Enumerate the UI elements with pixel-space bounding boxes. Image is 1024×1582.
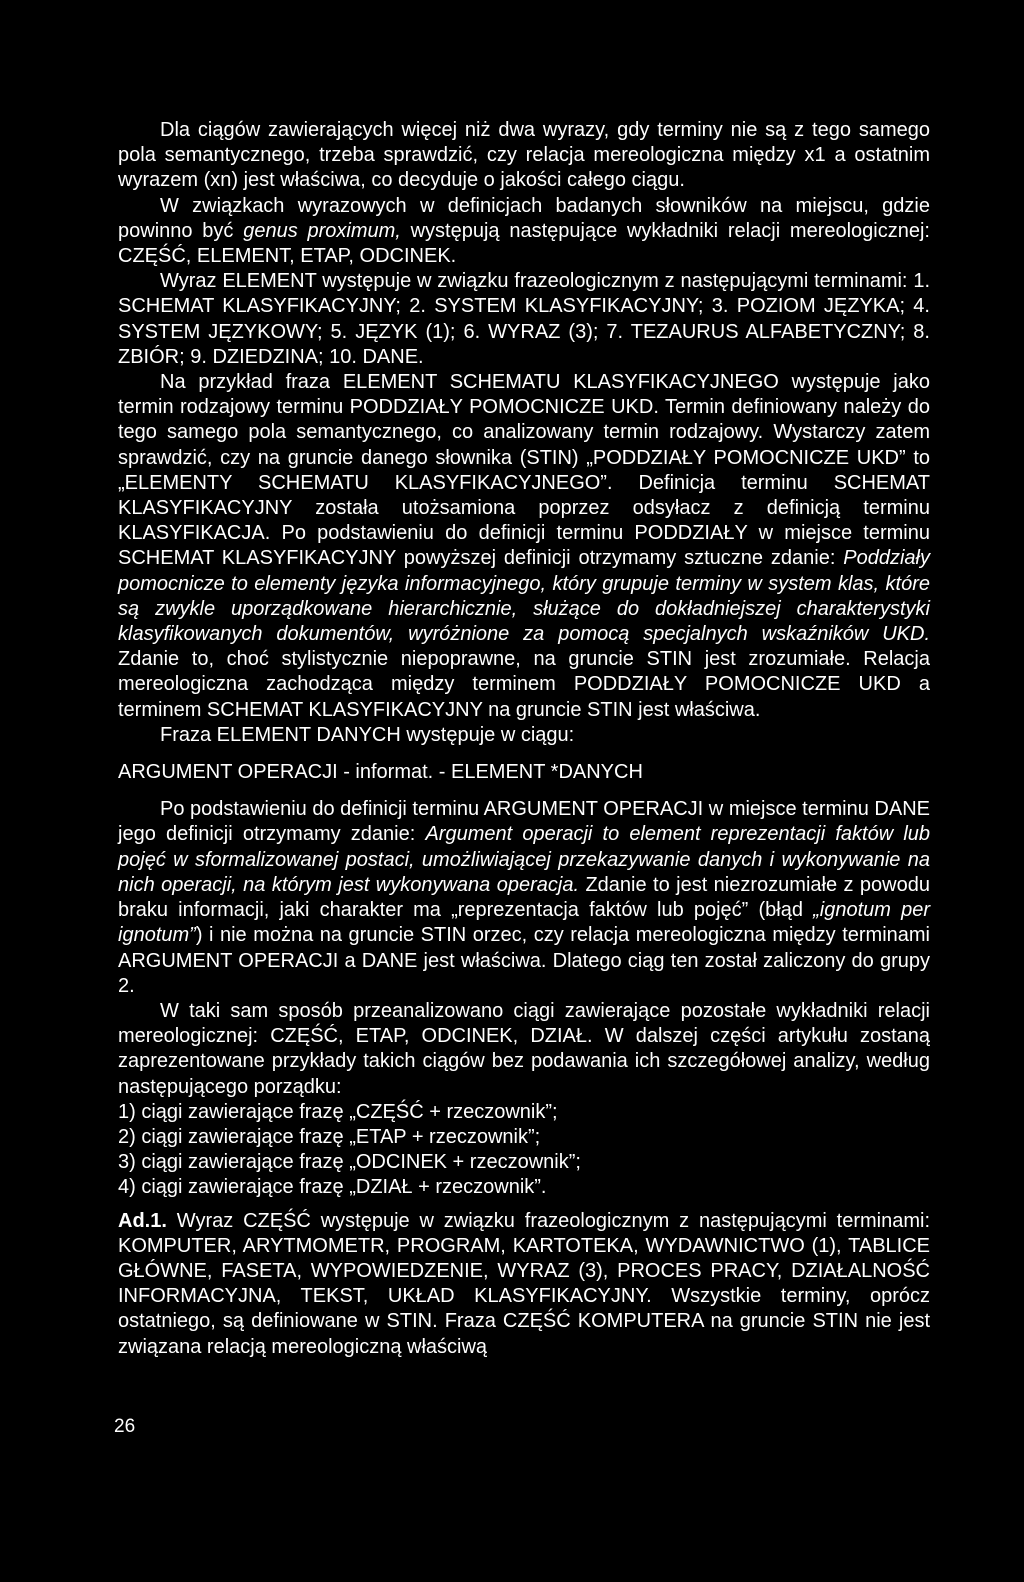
paragraph-element-example xyxy=(118,370,930,723)
text-run: Po podstawieniu do definicji terminu ARGUMENT OPERACJI w miejsce terminu DANE jego definicji otrzymamy zdanie: xyxy=(118,798,930,846)
term-chain: ARGUMENT OPERACJI - informat. - ELEMENT *DANYCH xyxy=(118,761,643,784)
text-run: Na przykład fraza ELEMENT SCHEMATU KLASYFIKACYJNEGO występuje jako termin rodzajowy terminu PODDZIAŁY POMOCNICZE UKD. Termin definiowany należy do tego samego pola semantycznego, co analizowany termin rodzajowy. Wystarczy zatem sprawdzić, czy na gruncie danego słownika (STIN) „PODDZIAŁY POMOCNICZE UKD” to „ELEMENTY SCHEMATU KLASYFIKACYJNEGO”. Definicja terminu SCHEMAT KLASYFIKACYJNY została utożsamiona poprzez odsyłacz z definicją terminu KLASYFIKACJA. Po podstawieniu do definicji terminu PODDZIAŁY w miejsce terminu SCHEMAT KLASYFIKACYJNY powyższej definicji otrzymamy sztuczne zdanie: xyxy=(118,371,930,570)
paragraph-ad1 xyxy=(118,1209,930,1360)
list-item: 1) ciągi zawierające frazę „CZĘŚĆ + rzeczownik”; xyxy=(118,1100,558,1123)
text-run: Zdanie to, choć stylistycznie niepoprawne, na gruncie STIN jest zrozumiałe. Relacja mereologiczna zachodząca między terminem PODDZIAŁY POMOCNICZE UKD a terminem SCHEMAT KLASYFIKACYJNY na gruncie STIN jest właściwa. xyxy=(118,648,930,721)
paragraph-method-summary: W taki sam sposób przeanalizowano ciągi zawierające pozostałe wykładniki relacji mereologicznej: CZĘŚĆ, ETAP, ODCINEK, DZIAŁ. W dalszej części artykułu zostaną zaprezentowane przykłady takich ciągów bez podawania ich szczegółowej analizy, według następującego porządku: xyxy=(118,999,930,1098)
section-lead: Ad.1. xyxy=(118,1209,167,1232)
paragraph-element-terms: Wyraz ELEMENT występuje w związku frazeologicznym z następującymi terminami: 1. SCHEMAT KLASYFIKACYJNY; 2. SYSTEM KLASYFIKACYJNY; 3. POZIOM JĘZYKA; 4. SYSTEM JĘZYKOWY; 5. JĘZYK (1); 6. WYRAZ (3); 7. TEZAURUS ALFABETYCZNY; 8. ZBIÓR; 9. DZIEDZINA; 10. DANE. xyxy=(118,270,930,368)
text-run: Zdanie to jest niezrozumiałe z powodu braku informacji, jaki charakter ma „reprezentacja faktów lub pojęć” (błąd xyxy=(118,873,930,922)
paragraph-mereological-exponents xyxy=(118,194,930,270)
list-item: 2) ciągi zawierające frazę „ETAP + rzeczownik”; xyxy=(118,1125,541,1148)
spacer xyxy=(118,785,930,797)
paragraph-sequences-intro: Dla ciągów zawierających więcej niż dwa wyrazy, gdy terminy nie są z tego samego pola semantycznego, trzeba sprawdzić, czy relacja mereologiczna między x1 a ostatnim wyrazem (xn) jest właściwa, co decyduje o jakości całego ciągu. xyxy=(118,119,930,192)
list-item: 4) ciągi zawierające frazę „DZIAŁ + rzeczownik”. xyxy=(118,1176,547,1199)
italic-sentence: Poddziały pomocnicze to elementy języka informacyjnego, który grupuje terminy w system klas, które są zwykle uporządkowane hierarchicznie, służące do dokładniejszej charakterystyki klasyfikowanych dokumentów, wyróżnione za pomocą specjalnych wskaźników UKD. xyxy=(118,547,930,646)
spacer xyxy=(118,748,930,760)
text-run: ) i nie można na gruncie STIN orzec, czy relacja mereologiczna między terminami ARGUMENT OPERACJI a DANE jest właściwa. Dlatego ciąg ten został zaliczony do grupy 2. xyxy=(118,924,930,997)
text-run: Wyraz CZĘŚĆ występuje w związku frazeologicznym z następującymi terminami: KOMPUTER, ARYTMOMETR, PROGRAM, KARTOTEKA, WYDAWNICTWO (1), TABLICE GŁÓWNE, FASETA, WYPOWIEDZENIE, WYRAZ (3), PROCES PRACY, DZIAŁALNOŚĆ INFORMACYJNA, TEKST, UKŁAD KLASYFIKACYJNY. Wszystkie terminy, oprócz ostatniego, są definiowane w STIN. Fraza CZĘŚĆ KOMPUTERA na gruncie STIN nie jest związana relacją mereologiczną właściwą xyxy=(118,1209,930,1358)
page-number: 26 xyxy=(114,1416,136,1437)
paragraph-element-danych: Fraza ELEMENT DANYCH występuje w ciągu: xyxy=(160,723,575,746)
text-run: występują następujące wykładniki relacji mereologicznej: CZĘŚĆ, ELEMENT, ETAP, ODCINEK. xyxy=(118,219,930,268)
text-run: W związkach wyrazowych w definicjach badanych słowników na miejscu, gdzie powinno być xyxy=(118,194,930,242)
list-item: 3) ciągi zawierające frazę „ODCINEK + rzeczownik”; xyxy=(118,1151,581,1174)
document-page xyxy=(118,118,930,1360)
spacer xyxy=(118,1201,930,1209)
paragraph-argument-analysis xyxy=(118,797,930,999)
italic-sentence: Argument operacji to element reprezentacji faktów lub pojęć w sformalizowanej postaci, umożliwiającej przekazywanie danych i wykonywanie na nich operacji, na którym jest wykonywana operacja. xyxy=(118,823,931,896)
italic-term: genus proximum, xyxy=(243,219,401,242)
italic-phrase: „ignotum per ignotum” xyxy=(118,899,930,947)
